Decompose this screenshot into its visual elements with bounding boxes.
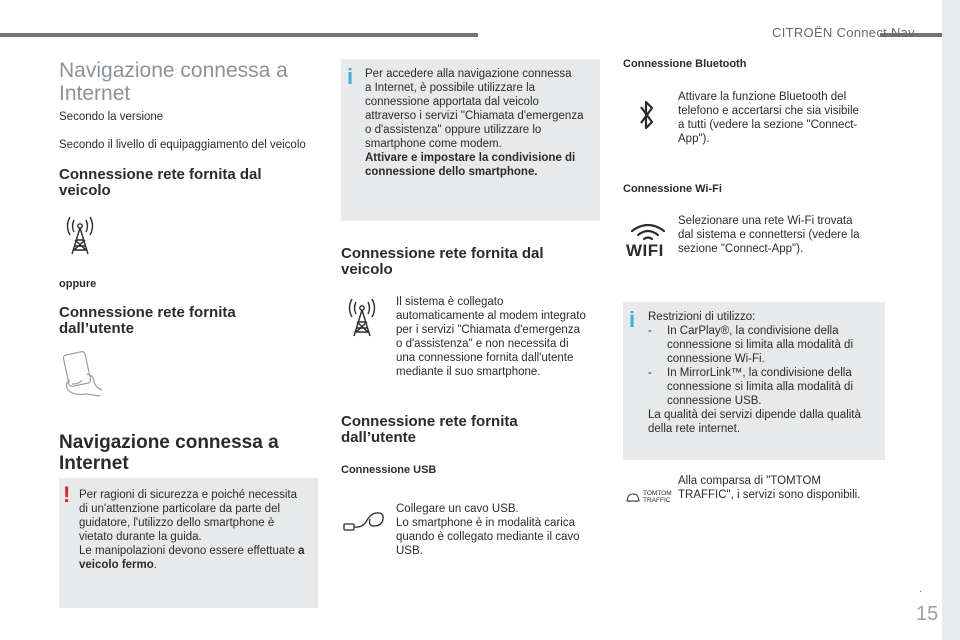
info-text: Per accedere alla navigazione connessa a Internet, è possibile utilizzare la connessione apportata dal veicolo attraverso i servizi "Chiamata d'emergenza o d'assistenza" oppure utilizzare lo smartphone come modem. Attivare e impostare la condivisione di connessione dello smartphone.: [365, 68, 584, 178]
warning-icon: !: [63, 482, 71, 507]
or-text: oppure: [59, 278, 97, 290]
wifi-label: Connessione Wi-Fi: [623, 183, 722, 195]
page-number: 15: [916, 603, 939, 625]
internet-heading: Navigazione connessa a Internet: [59, 432, 279, 474]
warning-box: [59, 478, 318, 608]
info-box-connection: [341, 59, 600, 221]
wifi-icon: [626, 221, 670, 259]
tomtom-icon-text: TOMTOM TRAFFIC: [643, 490, 672, 504]
restrictions-text: Restrizioni di utilizzo: - In CarPlay®, la condivisione della connessione si limita alla modalità di connessione Wi-Fi. - In MirrorLink™, la condivisione della connessione si limita alla modalità di connessione USB. La qualità dei servizi dipende dalla qualità della rete internet.: [648, 311, 861, 435]
header-title: CITROËN Connect Nav: [772, 25, 915, 40]
bluetooth-icon: [638, 98, 656, 132]
usb-label: Connessione USB: [341, 464, 437, 476]
header-bar-left: [0, 33, 478, 37]
main-title: Navigazione connessa a Internet: [59, 59, 288, 105]
equipment-text: Secondo il livello di equipaggiamento del veicolo: [59, 139, 306, 151]
bluetooth-label: Connessione Bluetooth: [623, 58, 747, 70]
warning-text: Per ragioni di sicurezza e poiché necessita di un'attenzione particolare da parte del guidatore, l'utilizzo dello smartphone è vietato durante la guida. Le manipolazioni devono essere effettuate a veicolo fermo.: [79, 489, 305, 571]
user-heading-2: Connessione rete fornita dall’utente: [341, 413, 518, 446]
usb-text: Collegare un cavo USB. Lo smartphone è in modalità carica quando è collegato mediante il cavo USB.: [396, 503, 580, 557]
info-icon: i: [347, 64, 354, 89]
vehicle-heading-2: Connessione rete fornita dal veicolo: [341, 245, 544, 278]
vehicle-text: Il sistema è collegato automaticamente al modem integrato per i servizi "Chiamata d'emergenza o d'assistenza" e non necessita di una connessione fornita dall'utente mediante il suo smartphone.: [396, 296, 586, 378]
bluetooth-text: Attivare la funzione Bluetooth del telefono e accertarsi che sia visibile a tutti (vedere la sezione "Connect- App").: [678, 91, 859, 145]
user-heading: Connessione rete fornita dall’utente: [59, 304, 236, 337]
tomtom-traffic-icon: [626, 490, 672, 504]
page-dot: .: [919, 583, 923, 595]
page-edge-strip: [942, 0, 960, 640]
version-text: Secondo la versione: [59, 111, 164, 123]
usb-cable-icon: [342, 508, 386, 534]
vehicle-heading: Connessione rete fornita dal veicolo: [59, 166, 262, 199]
smartphone-hand-icon: [60, 350, 106, 398]
antenna-icon-2: [344, 296, 380, 338]
wifi-icon-text: WIFI: [626, 241, 664, 260]
tomtom-text: Alla comparsa di "TOMTOM TRAFFIC", i servizi sono disponibili.: [678, 475, 861, 501]
info-icon-2: i: [629, 307, 636, 332]
info-box-restrictions: [623, 302, 885, 460]
antenna-icon: [62, 214, 98, 256]
wifi-text: Selezionare una rete Wi-Fi trovata dal sistema e connettersi (vedere la sezione "Connect-App").: [678, 215, 860, 255]
